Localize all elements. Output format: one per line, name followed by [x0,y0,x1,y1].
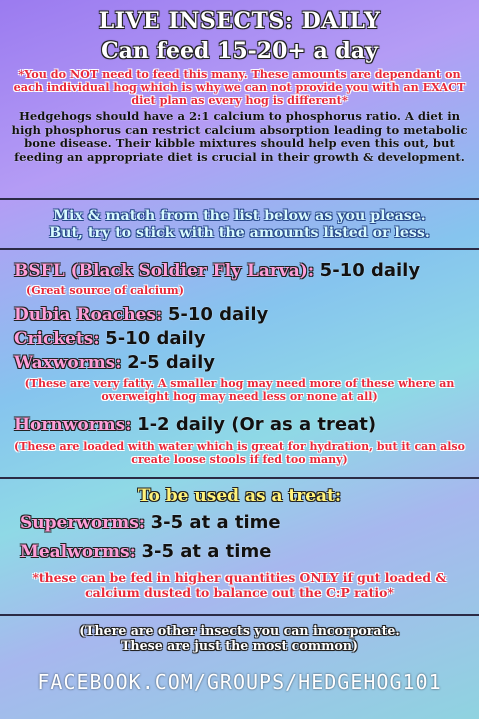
mix-match-text [0,208,479,242]
other-insects-text [0,623,479,653]
insect-name: Superworms: [20,513,146,533]
insect-note: (These are loaded with water which is great for hydration, but it can also create loose stools if fed too many) [14,440,465,466]
divider [0,248,479,250]
insect-amount: 3-5 at a time [150,512,281,533]
insect-name: Mealworms: [20,542,136,562]
insect-note: (These are very fatty. A smaller hog may need more of these where an overweight hog may need less or none at all) [24,377,455,403]
divider [0,614,479,616]
title-line-2: Can feed 15-20+ a day [101,38,378,64]
treat-note: *these can be fed in higher quantities ONLY if gut loaded & calcium dusted to balance out the C:P ratio* [32,570,447,600]
other-line-1: (There are other insects you can incorporate. [79,623,400,638]
insect-amount: 2-5 daily [127,352,215,373]
mix-line-2: But, try to stick with the amounts listed or less. [49,225,430,241]
insect-name: Dubia Roaches: [14,305,163,325]
other-line-2: These are just the most common) [121,638,358,653]
treat-section-title: To be used as a treat: [137,486,342,506]
insect-name: Hornworms: [14,415,132,435]
list-item-dubia [14,304,268,325]
insect-name: Waxworms: [14,353,122,373]
insect-amount: 1-2 daily (Or as a treat) [137,414,377,435]
list-item-mealworms [20,541,271,562]
list-item-superworms [20,512,281,533]
title-line-1: LIVE INSECTS: DAILY [98,8,381,34]
list-item-crickets [14,328,206,349]
list-item-hornworms [14,414,376,435]
list-item-waxworms [14,352,215,373]
mix-line-1: Mix & match from the list below as you please. [53,208,426,224]
insect-amount: 5-10 daily [167,304,269,325]
footer-url: FACEBOOK.COM/GROUPS/HEDGEHOG101 [37,670,442,694]
calcium-ratio-text: Hedgehogs should have a 2:1 calcium to phosphorus ratio. A diet in high phosphorus can restrict calcium absorption leading to metabolic bone disease. Their kibble mixtures should help even this out, but feeding an appropriate diet is crucial in their growth & development. [11,109,468,164]
insect-amount: 5-10 daily [319,260,421,281]
insect-note: (Great source of calcium) [26,284,184,297]
disclaimer-note: *You do NOT need to feed this many. These amounts are dependant on each individual hog which is why we can not provide you with an EXACT diet plan as every hog is different* [13,67,466,107]
list-item-bsfl [14,260,420,281]
divider [0,198,479,200]
insect-name: Crickets: [14,329,100,349]
insect-amount: 3-5 at a time [141,541,272,562]
insect-amount: 5-10 daily [105,328,206,349]
divider [0,477,479,479]
insect-name: BSFL (Black Soldier Fly Larva): [14,261,315,281]
